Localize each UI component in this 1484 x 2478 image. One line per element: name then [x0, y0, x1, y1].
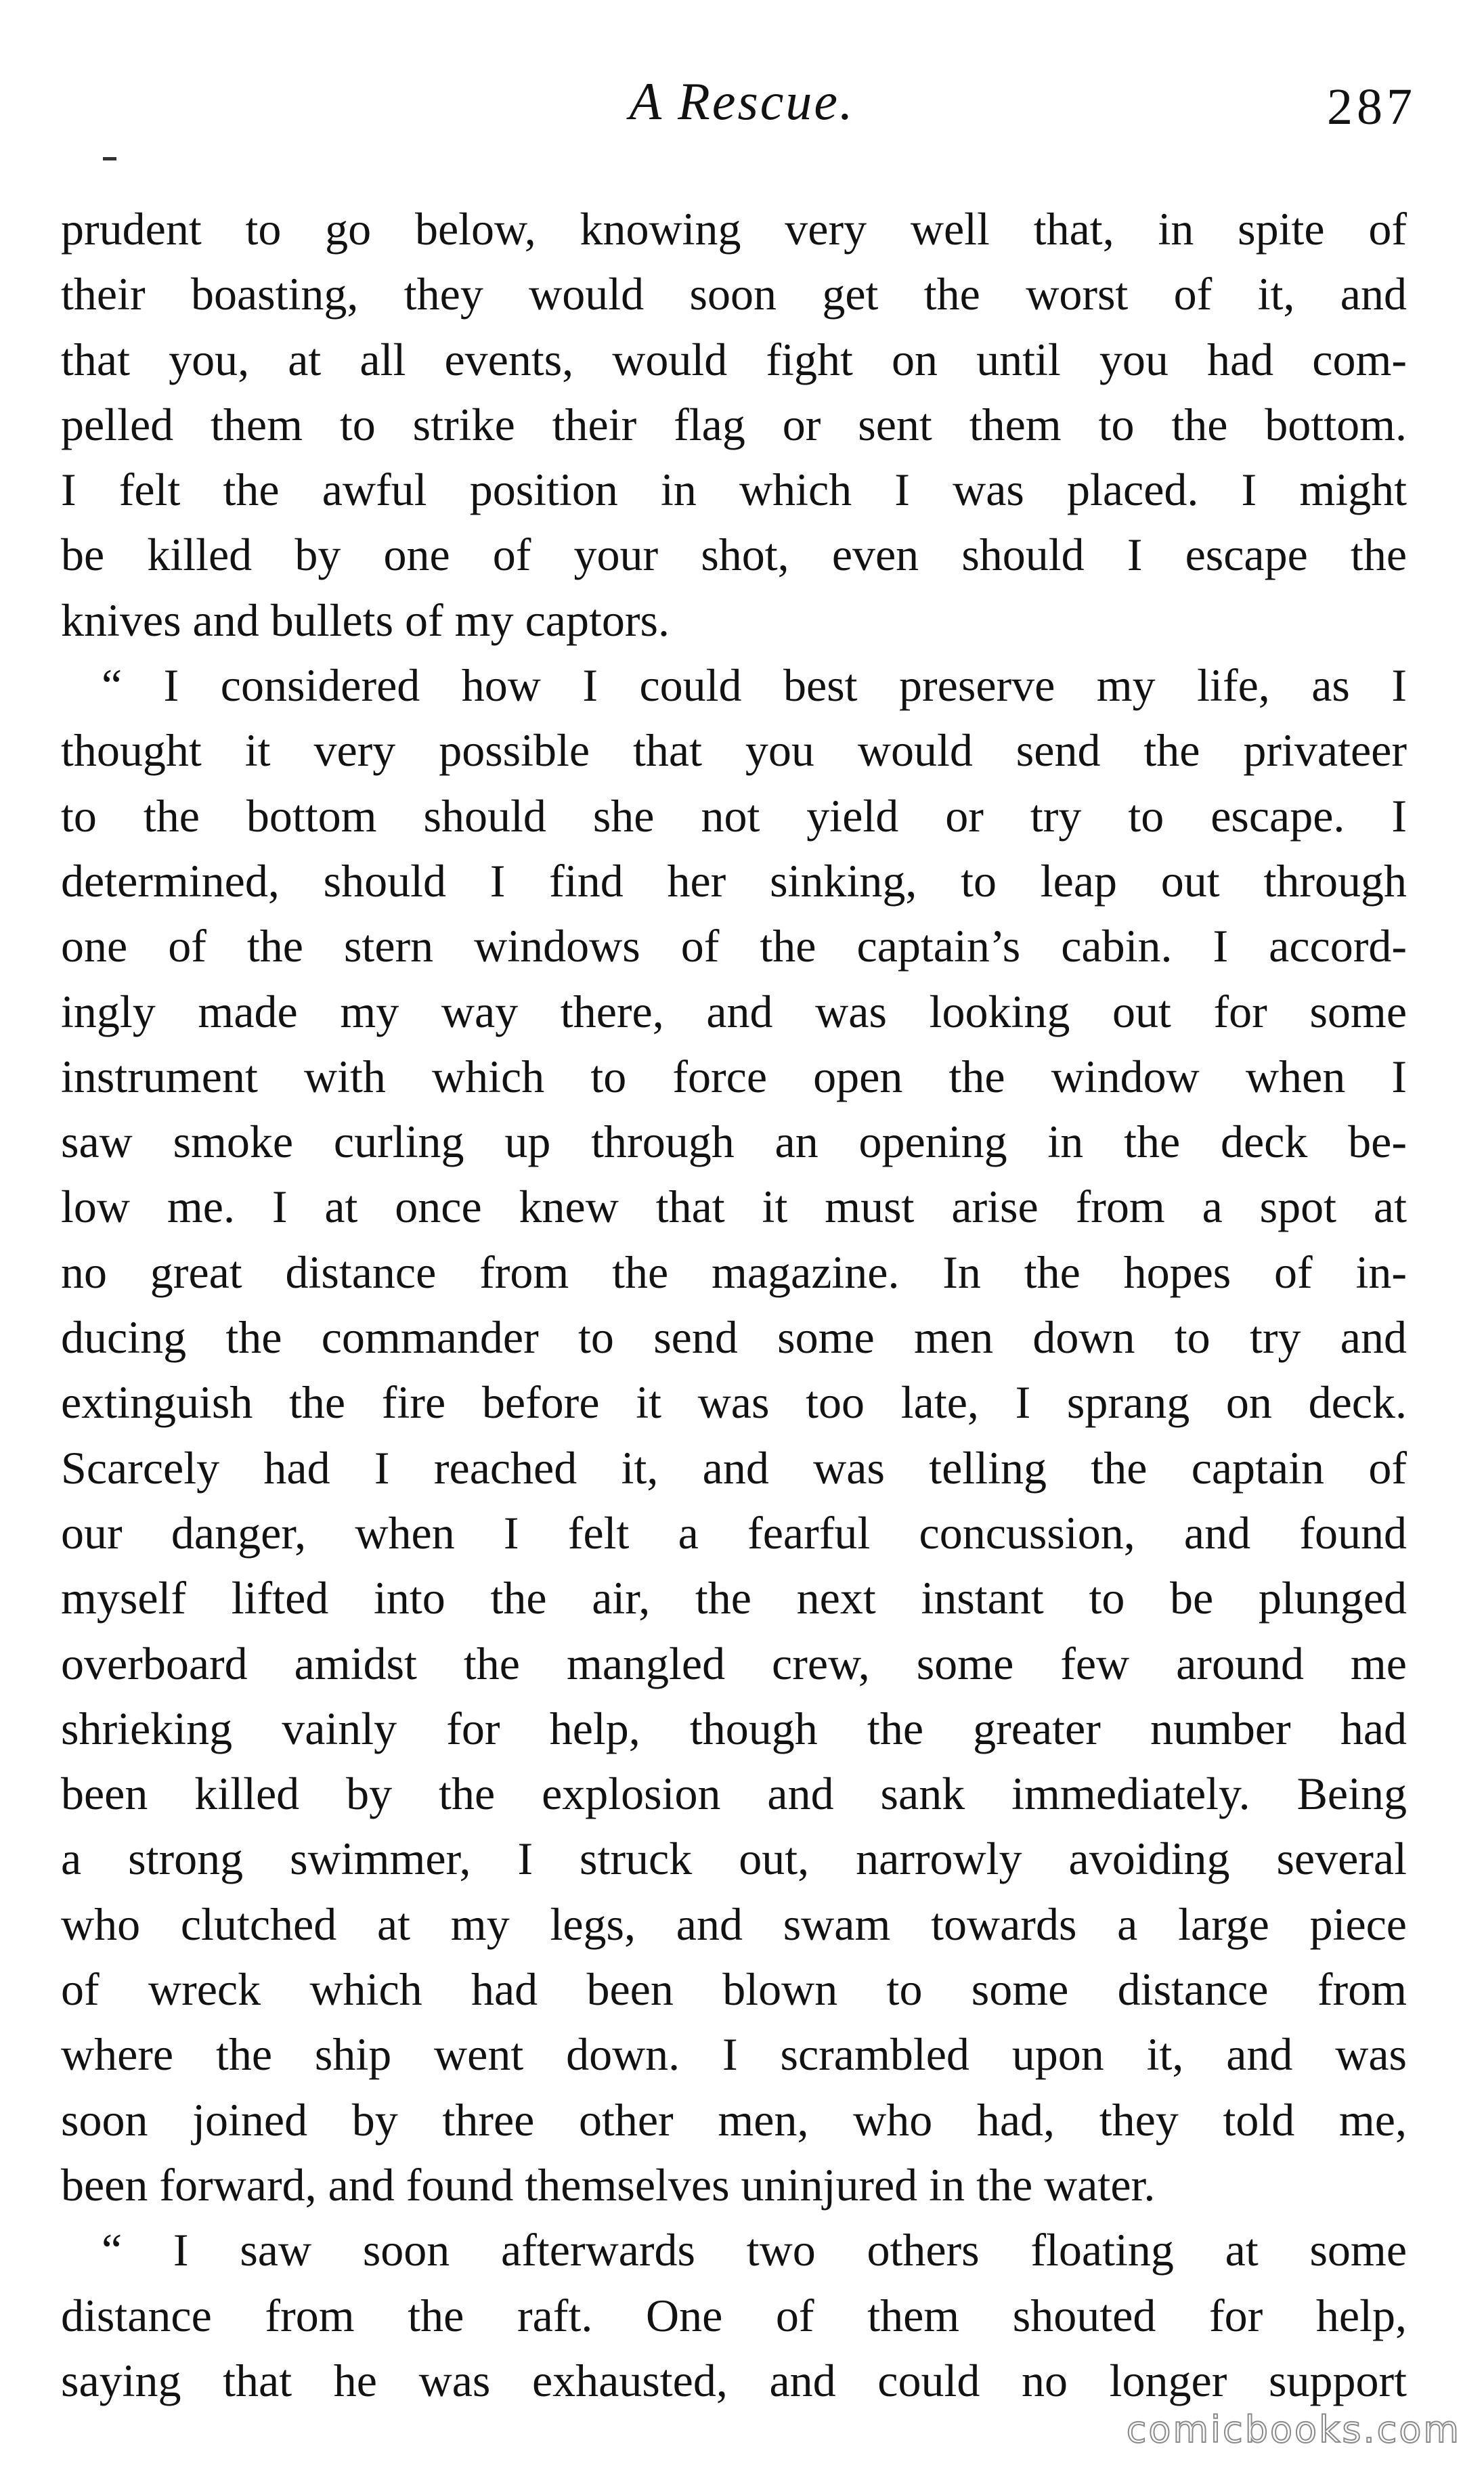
stray-ink-mark — [103, 157, 116, 160]
text-line: soon joined by three other men, who had, they told me, — [61, 2093, 1407, 2146]
running-head — [0, 64, 1484, 139]
text-line: a strong swimmer, I struck out, narrowly avoiding several — [61, 1833, 1407, 1885]
text-line: “ I saw soon afterwards two others floating at some — [102, 2224, 1407, 2276]
text-line: distance from the raft. One of them shouted for help, — [61, 2289, 1407, 2341]
text-line: our danger, when I felt a fearful concussion, and found — [61, 1506, 1407, 1559]
text-line: Scarcely had I reached it, and was telling the captain of — [61, 1441, 1407, 1494]
text-line: determined, should I find her sinking, to leap out through — [61, 854, 1407, 907]
page-number: 287 — [1327, 79, 1416, 135]
text-line: of wreck which had been blown to some distance from — [61, 1963, 1407, 2016]
source-watermark: comicbooks.com — [1126, 2408, 1461, 2451]
text-line: instrument with which to force open the window when I — [61, 1050, 1407, 1102]
text-line: who clutched at my legs, and swam towards a large piece — [61, 1898, 1407, 1950]
text-line: ducing the commander to send some men down to try and — [61, 1311, 1407, 1364]
text-line: saw smoke curling up through an opening in the deck be- — [61, 1116, 1407, 1168]
body-text — [61, 196, 1407, 2413]
text-line: I felt the awful position in which I was placed. I might — [61, 464, 1407, 516]
text-line: knives and bullets of my captors. — [61, 594, 670, 646]
text-line: that you, at all events, would fight on until you had com- — [61, 333, 1407, 385]
text-line: thought it very possible that you would send the privateer — [61, 724, 1407, 777]
text-line: low me. I at once knew that it must arise from a spot at — [61, 1181, 1407, 1233]
text-line: “ I considered how I could best preserve my life, as I — [102, 659, 1407, 712]
text-line: overboard amidst the mangled crew, some few around me — [61, 1637, 1407, 1689]
text-line: saying that he was exhausted, and could no longer support — [61, 2354, 1407, 2406]
text-line: where the ship went down. I scrambled upon it, and was — [61, 2028, 1407, 2081]
text-line: one of the stern windows of the captain’s cabin. I accord- — [61, 920, 1407, 972]
text-line: been killed by the explosion and sank immediately. Being — [61, 1768, 1407, 1820]
text-line: shrieking vainly for help, though the greater number had — [61, 1702, 1407, 1754]
text-line: to the bottom should she not yield or try to escape. I — [61, 789, 1407, 842]
text-line: myself lifted into the air, the next instant to be plunged — [61, 1572, 1407, 1624]
text-line: ingly made my way there, and was looking out for some — [61, 985, 1407, 1037]
text-line: no great distance from the magazine. In the hopes of in- — [61, 1246, 1407, 1298]
chapter-title: A Rescue. — [629, 72, 855, 131]
text-line: pelled them to strike their flag or sent them to the bottom. — [61, 398, 1407, 450]
text-line: be killed by one of your shot, even should I escape the — [61, 529, 1407, 581]
text-line: prudent to go below, knowing very well that, in spite of — [61, 203, 1407, 255]
text-line: been forward, and found themselves uninjured in the water. — [61, 2158, 1156, 2211]
text-line: extinguish the fire before it was too late, I sprang on deck. — [61, 1376, 1407, 1429]
text-line: their boasting, they would soon get the worst of it, and — [61, 268, 1407, 320]
